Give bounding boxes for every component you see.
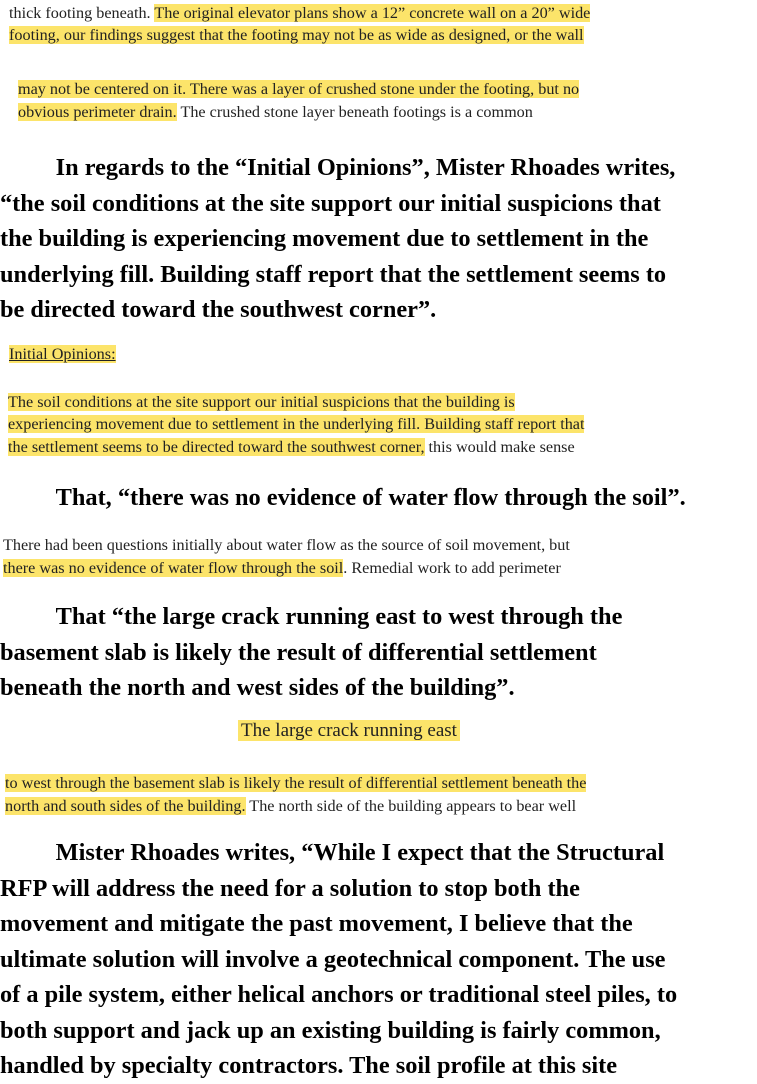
paragraph-line: both support and jack up an existing building is fairly common,	[0, 1016, 661, 1044]
excerpt-line: experiencing movement due to settlement in the underlying fill. Building staff report that	[8, 415, 585, 433]
excerpt-line: There had been questions initially about water flow as the source of soil movement, but	[3, 536, 570, 554]
paragraph-line: basement slab is likely the result of differential settlement	[0, 638, 597, 666]
paragraph-line: handled by specialty contractors. The soil profile at this site	[0, 1052, 618, 1079]
paragraph-line: That, “there was no evidence of water flow through the soil”.	[55, 484, 686, 511]
paragraph-line: beneath the north and west sides of the building”.	[0, 674, 515, 701]
paragraph-line: of a pile system, either helical anchors or traditional steel piles, to	[0, 981, 678, 1008]
excerpt-line: thick footing beneath. The original elevator plans show a 12” concrete wall on a 20” wide	[9, 4, 591, 22]
paragraph-line: RFP will address the need for a solution to stop both the	[0, 874, 580, 902]
excerpt-line: there was no evidence of water flow through the soil. Remedial work to add perimeter	[3, 559, 561, 577]
excerpt-line: the settlement seems to be directed toward the southwest corner, this would make sense	[8, 438, 575, 456]
paragraph-large-crack	[0, 599, 757, 706]
paragraph-structural-rfp	[0, 835, 757, 1084]
paragraph-line: That “the large crack running east to west through the	[55, 603, 623, 630]
excerpt-line: The large crack running east	[238, 720, 460, 742]
excerpt-line: obvious perimeter drain. The crushed stone layer beneath footings is a common	[18, 103, 533, 121]
excerpt-line: footing, our findings suggest that the footing may not be as wide as designed, or the wall	[9, 26, 584, 44]
paragraph-line: movement and mitigate the past movement, I believe that the	[0, 910, 633, 937]
paragraph-line: underlying fill. Building staff report that the settlement seems to	[0, 260, 667, 288]
paragraph-line: the building is experiencing movement due to settlement in the	[0, 225, 649, 252]
paragraph-line: “the soil conditions at the site support our initial suspicions that	[0, 189, 661, 217]
paragraph-line: ultimate solution will involve a geotechnical component. The use	[0, 945, 666, 973]
paragraph-line: Mister Rhoades writes, “While I expect that the Structural	[55, 839, 665, 866]
excerpt-line: to west through the basement slab is likely the result of differential settlement beneath the	[5, 774, 587, 792]
excerpt-line: may not be centered on it. There was a layer of crushed stone under the footing, but no	[18, 80, 580, 98]
excerpt-line: The soil conditions at the site support our initial suspicions that the building is	[8, 393, 515, 411]
paragraph-water-flow	[0, 480, 757, 516]
excerpt-line: north and south sides of the building. The north side of the building appears to bear well	[5, 797, 577, 815]
excerpt-heading: Initial Opinions:	[9, 345, 116, 363]
paragraph-line: In regards to the “Initial Opinions”, Mister Rhoades writes,	[55, 154, 676, 181]
paragraph-initial-opinions	[0, 150, 757, 328]
paragraph-line: be directed toward the southwest corner”.	[0, 296, 437, 323]
